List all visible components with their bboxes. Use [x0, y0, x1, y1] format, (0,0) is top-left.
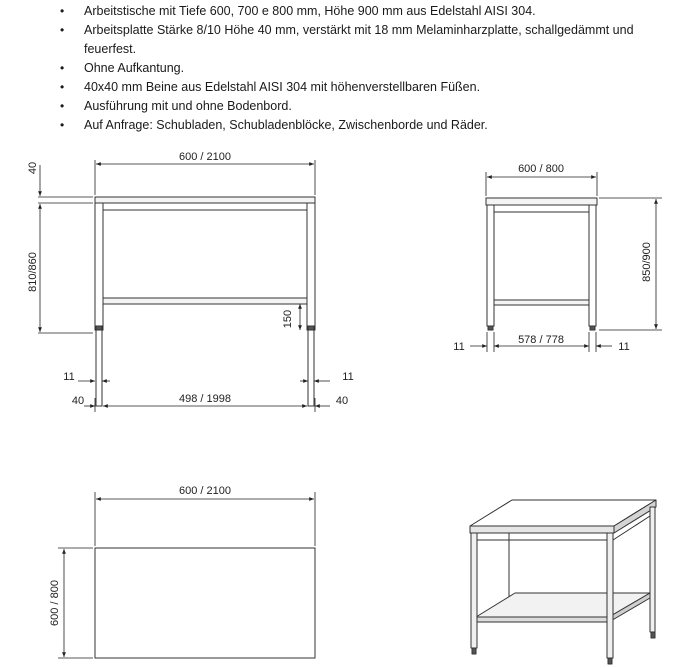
foot-left — [96, 330, 102, 406]
side-shelf — [494, 300, 589, 305]
top-thickness-label: 40 — [27, 161, 39, 175]
side-foot-right-label: 11 — [618, 341, 630, 353]
worktop — [95, 197, 315, 203]
side-depth-label: 600 / 800 — [518, 163, 564, 175]
side-view — [486, 198, 597, 330]
foot-left-label: 11 — [63, 371, 75, 383]
bottom-shelf — [103, 298, 307, 304]
leg-right-label: 40 — [335, 395, 349, 407]
bullet-icon: • — [60, 61, 65, 75]
side-height-label: 850/900 — [641, 242, 653, 282]
front-dimension-labels — [27, 151, 354, 407]
side-inner-depth-label: 578 / 778 — [518, 334, 564, 346]
feature-item: • 40x40 mm Beine aus Edelstahl AISI 304 mit höhenverstellbaren Füßen. — [56, 78, 681, 97]
top-depth-label: 600 / 800 — [49, 580, 61, 626]
bullet-icon: • — [60, 80, 65, 94]
bullet-icon: • — [60, 99, 65, 113]
bullet-icon: • — [60, 23, 65, 37]
inner-width-label: 498 / 1998 — [179, 393, 231, 405]
front-width-label: 600 / 2100 — [179, 151, 231, 163]
feature-item: • Ausführung mit und ohne Bodenbord. — [56, 97, 681, 116]
feature-item: • Auf Anfrage: Schubladen, Schubladenblöcke, Zwischenborde und Räder. — [56, 116, 681, 135]
feature-item: • Ohne Aufkantung. — [56, 59, 681, 78]
bullet-icon: • — [60, 118, 65, 132]
leg-left-label: 40 — [71, 395, 85, 407]
side-leg-left — [487, 205, 494, 326]
shelf-height-label: 150 — [282, 309, 294, 329]
foot-right — [308, 330, 314, 406]
side-worktop — [486, 198, 597, 205]
leg-right — [307, 203, 315, 330]
feature-item: • Arbeitstische mit Tiefe 600, 700 e 800 mm, Höhe 900 mm aus Edelstahl AISI 304. — [56, 2, 681, 21]
leg-left — [95, 203, 103, 330]
side-foot-left-label: 11 — [453, 341, 465, 353]
top-width-label: 600 / 2100 — [179, 485, 231, 497]
isometric-view — [470, 500, 656, 664]
side-dimension-labels — [453, 163, 653, 353]
front-view — [95, 197, 315, 406]
side-leg-right — [589, 205, 596, 326]
bullet-icon: • — [60, 4, 65, 18]
top-plan — [95, 548, 315, 658]
front-height-label: 810/860 — [27, 252, 39, 292]
top-view — [95, 548, 315, 658]
foot-right-label: 11 — [342, 371, 354, 383]
feature-item: • Arbeitsplatte Stärke 8/10 Höhe 40 mm, verstärkt mit 18 mm Melaminharzplatte, schallgedämmt und feuerfest. — [60, 23, 634, 56]
